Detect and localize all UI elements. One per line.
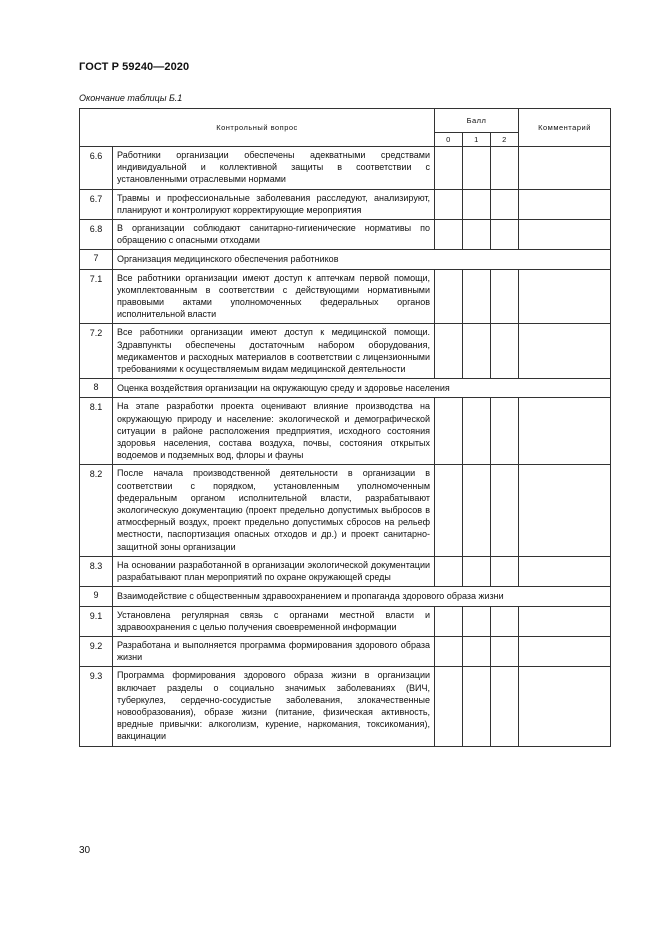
score-1-cell <box>463 667 491 746</box>
score-2-cell <box>491 636 519 666</box>
score-1-cell <box>463 465 491 556</box>
score-0-cell <box>435 324 463 379</box>
section-row <box>80 587 611 606</box>
score-0-cell <box>435 556 463 586</box>
item-number: 9 <box>80 587 113 606</box>
question-text: Все работники организации имеют доступ к аптечкам первой помощи, укомплектованным в соответствии с действующими нормативными правовыми актами уполномоченных федеральных органов исполнительной власти <box>113 269 435 324</box>
score-1-cell <box>463 636 491 666</box>
comment-cell <box>519 465 611 556</box>
comment-cell <box>519 556 611 586</box>
question-text: На основании разработанной в организации экологической документации разрабатывают план мероприятий по охране окружающей среды <box>113 556 435 586</box>
item-number: 7 <box>80 250 113 269</box>
table-caption: Окончание таблицы Б.1 <box>79 93 183 103</box>
score-0-cell <box>435 667 463 746</box>
document-code: ГОСТ Р 59240—2020 <box>79 61 190 73</box>
comment-cell <box>519 269 611 324</box>
table-row <box>80 636 611 666</box>
score-2-cell <box>491 147 519 190</box>
table-body <box>80 147 611 747</box>
table-row <box>80 556 611 586</box>
question-text: В организации соблюдают санитарно-гигиенические нормативы по обращению с опасными отходами <box>113 220 435 250</box>
score-1-cell <box>463 398 491 465</box>
score-1-cell <box>463 556 491 586</box>
table-row <box>80 667 611 746</box>
score-0-cell <box>435 636 463 666</box>
table-row <box>80 324 611 379</box>
score-1-cell <box>463 220 491 250</box>
table-row <box>80 220 611 250</box>
item-number: 8.2 <box>80 465 113 556</box>
table-row <box>80 147 611 190</box>
score-0-cell <box>435 465 463 556</box>
comment-cell <box>519 189 611 219</box>
section-title: Организация медицинского обеспечения работников <box>113 250 611 269</box>
question-text: На этапе разработки проекта оценивают влияние производства на окружающую природу и население: экологической и демографической ситуации в районе расположения предприятия, исходного состояния здоровья населения, состава воздуха, почвы, состояния открытых водоемов и подземных вод, флоры и фауны <box>113 398 435 465</box>
question-text: Травмы и профессиональные заболевания расследуют, анализируют, планируют и контролируют корректирующие мероприятия <box>113 189 435 219</box>
score-1-cell <box>463 324 491 379</box>
score-2-cell <box>491 398 519 465</box>
item-number: 6.7 <box>80 189 113 219</box>
score-2-cell <box>491 556 519 586</box>
section-title: Оценка воздействия организации на окружающую среду и здоровье населения <box>113 379 611 398</box>
item-number: 6.6 <box>80 147 113 190</box>
score-2-cell <box>491 269 519 324</box>
table-row <box>80 465 611 556</box>
score-2-cell <box>491 220 519 250</box>
header-score-0: 0 <box>435 133 463 147</box>
question-text: Все работники организации имеют доступ к медицинской помощи. Здравпункты обеспечены достаточным набором оборудования, медикаментов и расходных материалов в соответствии с лицензионными требованиями к осуществляемым видам медицинской деятельности <box>113 324 435 379</box>
header-score: Балл <box>435 109 519 133</box>
score-2-cell <box>491 667 519 746</box>
item-number: 9.1 <box>80 606 113 636</box>
item-number: 6.8 <box>80 220 113 250</box>
score-2-cell <box>491 189 519 219</box>
score-1-cell <box>463 189 491 219</box>
score-1-cell <box>463 147 491 190</box>
header-question: Контрольный вопрос <box>80 109 435 147</box>
comment-cell <box>519 667 611 746</box>
checklist-table <box>79 108 611 747</box>
item-number: 8.1 <box>80 398 113 465</box>
score-0-cell <box>435 220 463 250</box>
score-2-cell <box>491 324 519 379</box>
comment-cell <box>519 606 611 636</box>
table-row <box>80 398 611 465</box>
comment-cell <box>519 398 611 465</box>
item-number: 8 <box>80 379 113 398</box>
table-row <box>80 189 611 219</box>
section-title: Взаимодействие с общественным здравоохранением и пропаганда здорового образа жизни <box>113 587 611 606</box>
comment-cell <box>519 324 611 379</box>
score-0-cell <box>435 189 463 219</box>
item-number: 7.1 <box>80 269 113 324</box>
score-0-cell <box>435 269 463 324</box>
question-text: После начала производственной деятельности в организации в соответствии с порядком, установленным уполномоченным федеральным органом исполнительной власти, разрабатывают экологическую документацию (проект предельно допустимых выбросов в атмосферный воздух, проект предельно допустимых сбросов на рельеф местности, паспортизация опасных отходов и др.) и проект санитарно-защитной зоны организации <box>113 465 435 556</box>
question-text: Программа формирования здорового образа жизни в организации включает разделы о социально значимых заболеваниях (ВИЧ, туберкулез, сердечно-сосудистые заболевания, злокачественные новообразования), образе жизни (питание, физическая активность, вредные привычки: алкоголизм, курение, наркомания, токсикомания), вакцинации <box>113 667 435 746</box>
score-0-cell <box>435 606 463 636</box>
question-text: Установлена регулярная связь с органами местной власти и здравоохранения с целью получения своевременной информации <box>113 606 435 636</box>
header-score-1: 1 <box>463 133 491 147</box>
comment-cell <box>519 147 611 190</box>
question-text: Работники организации обеспечены адекватными средствами индивидуальной и коллективной защиты в соответствии с установленными отраслевыми нормами <box>113 147 435 190</box>
score-0-cell <box>435 398 463 465</box>
score-1-cell <box>463 269 491 324</box>
section-row <box>80 379 611 398</box>
score-0-cell <box>435 147 463 190</box>
page-number: 30 <box>79 845 91 856</box>
question-text: Разработана и выполняется программа формирования здорового образа жизни <box>113 636 435 666</box>
score-2-cell <box>491 606 519 636</box>
header-score-2: 2 <box>491 133 519 147</box>
header-comment: Комментарий <box>519 109 611 147</box>
table-row <box>80 606 611 636</box>
score-1-cell <box>463 606 491 636</box>
item-number: 8.3 <box>80 556 113 586</box>
table-row <box>80 269 611 324</box>
item-number: 7.2 <box>80 324 113 379</box>
item-number: 9.2 <box>80 636 113 666</box>
comment-cell <box>519 220 611 250</box>
score-2-cell <box>491 465 519 556</box>
item-number: 9.3 <box>80 667 113 746</box>
comment-cell <box>519 636 611 666</box>
section-row <box>80 250 611 269</box>
